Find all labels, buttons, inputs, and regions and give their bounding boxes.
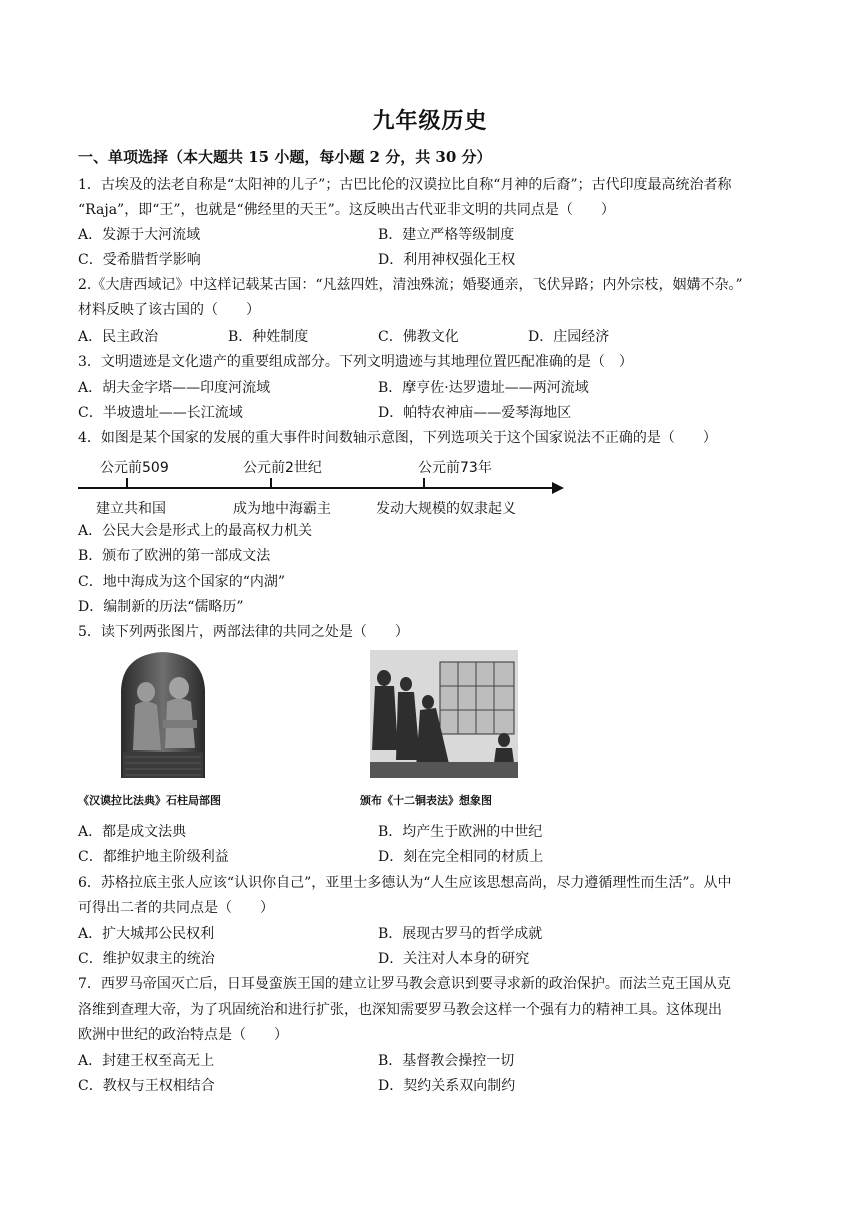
q1-option-c: C．受希腊哲学影响 — [78, 252, 201, 268]
q1-option-b: B．建立严格等级制度 — [378, 227, 515, 243]
q7-option-b: B．基督教会操控一切 — [378, 1053, 515, 1069]
q6-stem-line2: 可得出二者的共同点是（ ） — [78, 900, 274, 916]
timeline-event-2: 成为地中海霸主 — [233, 501, 331, 517]
q3-option-b: B．摩亨佐·达罗遗址——两河流域 — [378, 380, 589, 396]
q6-option-c: C．维护奴隶主的统治 — [78, 951, 215, 967]
q2-stem-line1: 2.《大唐西域记》中这样记载某古国：“凡兹四姓，清浊殊流；婚娶通亲，飞伏异路；内外宗枝，姻媾不杂。” — [78, 277, 743, 293]
q7-stem-line3: 欧洲中世纪的政治特点是（ ） — [78, 1027, 288, 1043]
timeline-event-3: 发动大规模的奴隶起义 — [376, 501, 516, 517]
section-heading: 一、单项选择（本大题共 15 小题，每小题 2 分，共 30 分） — [78, 148, 492, 166]
q3-stem: 3．文明遗迹是文化遗产的重要组成部分。下列文明遗迹与其地理位置匹配准确的是（ ） — [78, 354, 633, 370]
q2-option-d: D．庄园经济 — [528, 329, 610, 345]
q4-stem: 4．如图是某个国家的发展的重大事件时间数轴示意图，下列选项关于这个国家说法不正确的是（ ） — [78, 430, 717, 446]
q2-option-a: A．民主政治 — [78, 329, 159, 345]
q6-stem-line1: 6．苏格拉底主张人应该“认识你自己”，亚里士多德认为“人生应该思想高尚，尽力遵循理性而生活”。从中 — [78, 875, 732, 891]
timeline-date-1: 公元前509 — [100, 460, 169, 476]
q1-stem-line2: “Raja”，即“王”，也就是“佛经里的天王”。这反映出古代亚非文明的共同点是（ ） — [78, 202, 615, 218]
timeline-axis — [78, 487, 556, 489]
q5-option-b: B．均产生于欧洲的中世纪 — [378, 824, 543, 840]
q6-option-b: B．展现古罗马的哲学成就 — [378, 926, 543, 942]
q1-option-a: A．发源于大河流域 — [78, 227, 201, 243]
q7-stem-line2: 洛维到查理大帝，为了巩固统治和进行扩张，也深知需要罗马教会这样一个强有力的精神工具。这体现出 — [78, 1002, 722, 1018]
q5-option-a: A．都是成文法典 — [78, 824, 187, 840]
timeline-diagram — [78, 452, 568, 522]
q2-option-b: B．种姓制度 — [228, 329, 309, 345]
q3-option-c: C．半坡遗址——长江流域 — [78, 405, 243, 421]
page-title: 九年级历史 — [372, 108, 488, 134]
q1-option-d: D．利用神权强化王权 — [378, 252, 516, 268]
q7-option-d: D．契约关系双向制约 — [378, 1078, 516, 1094]
hammurabi-stele-image — [113, 650, 213, 778]
q4-option-c: C．地中海成为这个国家的“内湖” — [78, 574, 286, 590]
q2-option-c: C．佛教文化 — [378, 329, 459, 345]
q4-option-b: B．颁布了欧洲的第一部成文法 — [78, 548, 271, 564]
q1-stem-line1: 1．古埃及的法老自称是“太阳神的儿子”；古巴比伦的汉谟拉比自称“月神的后裔”；古代印度最高统治者称 — [78, 177, 732, 193]
timeline-date-2: 公元前2世纪 — [243, 460, 322, 476]
caption-twelve-tables: 颁布《十二铜表法》想象图 — [360, 794, 492, 807]
q5-option-c: C．都维护地主阶级利益 — [78, 849, 229, 865]
q6-option-a: A．扩大城邦公民权利 — [78, 926, 215, 942]
q5-stem: 5．读下列两张图片，两部法律的共同之处是（ ） — [78, 624, 409, 640]
q3-option-d: D．帕特农神庙——爱琴海地区 — [378, 405, 572, 421]
timeline-arrow — [552, 482, 564, 494]
q4-option-a: A．公民大会是形式上的最高权力机关 — [78, 523, 313, 539]
q7-stem-line1: 7．西罗马帝国灭亡后，日耳曼蛮族王国的建立让罗马教会意识到要寻求新的政治保护。而法兰克王国从克 — [78, 976, 731, 992]
q2-stem-line2: 材料反映了该古国的（ ） — [78, 302, 260, 318]
caption-hammurabi: 《汉谟拉比法典》石柱局部图 — [78, 794, 221, 807]
timeline-event-1: 建立共和国 — [96, 501, 166, 517]
q4-option-d: D．编制新的历法“儒略历” — [78, 599, 244, 615]
timeline-date-3: 公元前73年 — [418, 460, 492, 476]
q7-option-c: C．教权与王权相结合 — [78, 1078, 215, 1094]
q5-option-d: D．刻在完全相同的材质上 — [378, 849, 544, 865]
q6-option-d: D．关注对人本身的研究 — [378, 951, 530, 967]
q3-option-a: A．胡夫金字塔——印度河流域 — [78, 380, 271, 396]
twelve-tables-image — [370, 650, 518, 778]
q7-option-a: A．封建王权至高无上 — [78, 1053, 215, 1069]
